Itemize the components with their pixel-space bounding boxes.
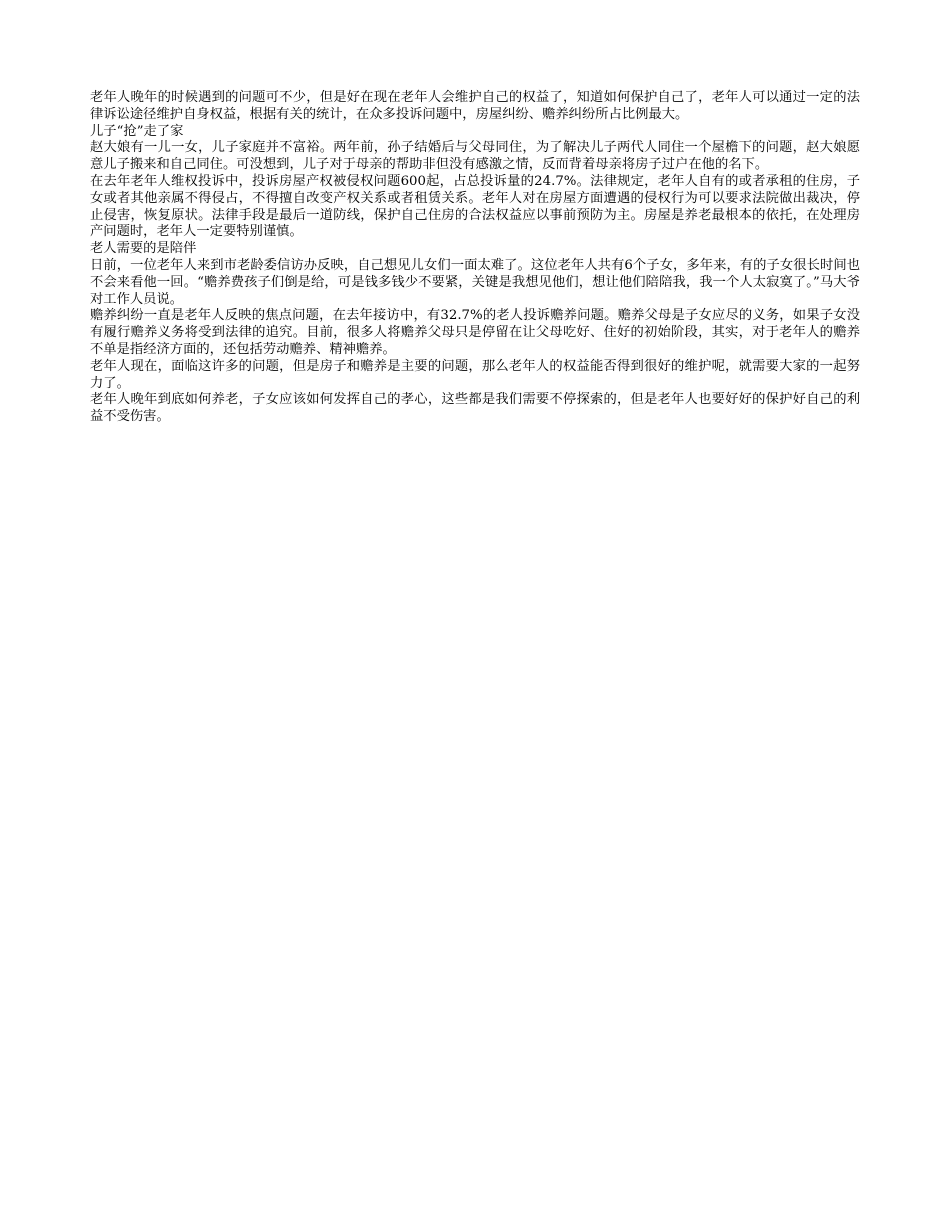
paragraph-ma-story: 日前，一位老年人来到市老龄委信访办反映，自己想见儿女们一面太难了。这位老年人共有6个子女，多年来，有的子女很长时间也不会来看他一回。“赡养费孩子们倒是给，可是钱多钱少不要紧，关键是我想见他们，想让他们陪陪我，我一个人太寂寞了。”马大爷对工作人员说。	[90, 257, 860, 307]
section-heading-companionship: 老人需要的是陪伴	[90, 241, 197, 257]
paragraph-summary: 老年人现在，面临这许多的问题，但是房子和赡养是主要的问题，那么老年人的权益能否得到很好的维护呢，就需要大家的一起努力了。	[90, 358, 860, 391]
paragraph-support-statistics: 赡养纠纷一直是老年人反映的焦点问题，在去年接访中，有32.7%的老人投诉赡养问题。赡养父母是子女应尽的义务，如果子女没有履行赡养义务将受到法律的追究。目前，很多人将赡养父母只是停留在让父母吃好、住好的初始阶段，其实，对于老年人的赡养不单是指经济方面的，还包括劳动赡养、精神赡养。	[90, 308, 860, 357]
paragraph-zhao-story: 赵大娘有一儿一女，儿子家庭并不富裕。两年前，孙子结婚后与父母同住，为了解决儿子两代人同住一个屋檐下的问题，赵大娘愿意儿子搬来和自己同住。可没想到，儿子对于母亲的帮助非但没有感激之情，反而背着母亲将房子过户在他的名下。	[90, 140, 860, 173]
paragraph-house-statistics: 在去年老年人维权投诉中，投诉房屋产权被侵权问题600起，占总投诉量的24.7%。法律规定，老年人自有的或者承租的住房，子女或者其他亲属不得侵占，不得擅自改变产权关系或者租赁关系。老年人对在房屋方面遭遇的侵权行为可以要求法院做出裁决，停止侵害，恢复原状。法律手段是最后一道防线，保护自己住房的合法权益应以事前预防为主。房屋是养老最根本的依托，在处理房产问题时，老年人一定要特别谨慎。	[90, 173, 860, 240]
intro-paragraph: 老年人晚年的时候遇到的问题可不少，但是好在现在老年人会维护自己的权益了，知道如何保护自己了，老年人可以通过一定的法律诉讼途径维护自身权益，根据有关的统计，在众多投诉问题中，房屋纠纷、赡养纠纷所占比例最大。	[90, 90, 860, 122]
paragraph-conclusion: 老年人晚年到底如何养老，子女应该如何发挥自己的孝心，这些都是我们需要不停探索的，但是老年人也要好好的保护好自己的利益不受伤害。	[90, 392, 860, 425]
document-page	[90, 90, 860, 426]
section-heading-house: 儿子“抢”走了家	[90, 123, 184, 139]
